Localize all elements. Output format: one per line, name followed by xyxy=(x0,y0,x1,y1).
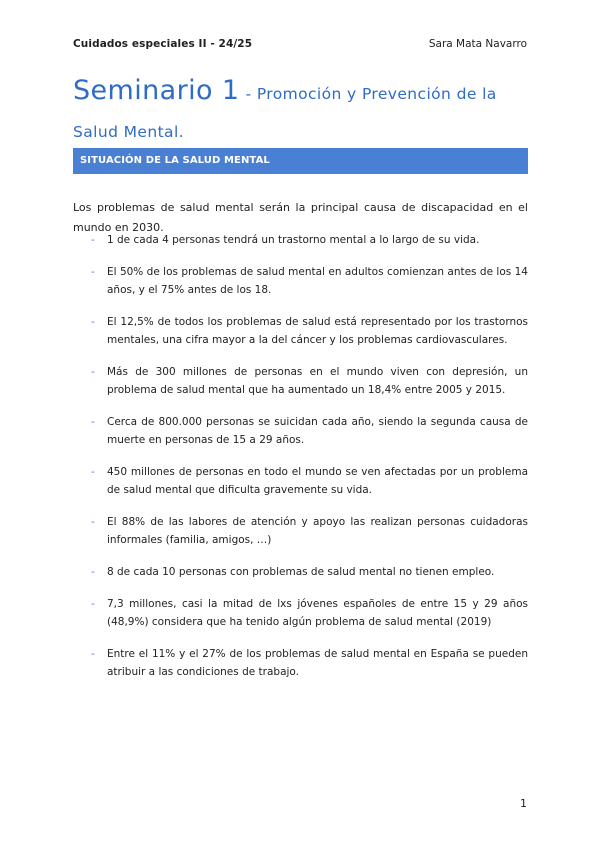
list-item xyxy=(73,263,528,299)
bullet-dash: - xyxy=(91,316,95,328)
title-main: Seminario 1 xyxy=(73,75,240,106)
course-name: Cuidados especiales II - 24/25 xyxy=(73,38,253,50)
page-number: 1 xyxy=(520,797,527,810)
bullet-dash: - xyxy=(91,466,95,478)
list-item-text: 450 millones de personas en todo el mundo se ven afectadas por un problema de salud mental que dificulta gravemente su vida. xyxy=(107,466,528,496)
list-item-text: 1 de cada 4 personas tendrá un trastorno mental a lo largo de su vida. xyxy=(107,234,480,246)
list-item-text: 8 de cada 10 personas con problemas de salud mental no tienen empleo. xyxy=(107,566,495,578)
bullet-dash: - xyxy=(91,516,95,528)
section-heading: SITUACIÓN DE LA SALUD MENTAL xyxy=(73,148,528,174)
bullet-dash: - xyxy=(91,366,95,378)
bullet-dash: - xyxy=(91,234,95,246)
bullet-dash: - xyxy=(91,416,95,428)
list-item xyxy=(73,463,528,499)
list-item xyxy=(73,513,528,549)
statistics-list xyxy=(73,231,528,695)
page-header xyxy=(73,38,527,52)
author-name: Sara Mata Navarro xyxy=(428,38,527,50)
list-item-text: El 12,5% de todos los problemas de salud está representado por los trastornos mentales, una cifra mayor a la del cáncer y los problemas cardiovasculares. xyxy=(107,316,528,346)
list-item xyxy=(73,563,528,581)
bullet-dash: - xyxy=(91,648,95,660)
list-item-text: El 50% de los problemas de salud mental en adultos comienzan antes de los 14 años, y el 75% antes de los 18. xyxy=(107,266,528,296)
document-title xyxy=(73,72,527,151)
list-item-text: Cerca de 800.000 personas se suicidan cada año, siendo la segunda causa de muerte en personas de 15 a 29 años. xyxy=(107,416,528,446)
list-item-text: El 88% de las labores de atención y apoyo las realizan personas cuidadoras informales (familia, amigos, …) xyxy=(107,516,528,546)
list-item xyxy=(73,413,528,449)
bullet-dash: - xyxy=(91,598,95,610)
list-item xyxy=(73,231,528,249)
intro-paragraph: Los problemas de salud mental serán la principal causa de discapacidad en el mundo en 2030. xyxy=(73,201,528,234)
list-item-text: Más de 300 millones de personas en el mundo viven con depresión, un problema de salud mental que ha aumentado un 18,4% entre 2005 y 2015. xyxy=(107,366,528,396)
list-item xyxy=(73,645,528,681)
list-item xyxy=(73,313,528,349)
title-subtitle: - Promoción y Prevención de la Salud Mental. xyxy=(73,85,497,141)
list-item xyxy=(73,595,528,631)
list-item xyxy=(73,363,528,399)
bullet-dash: - xyxy=(91,266,95,278)
list-item-text: Entre el 11% y el 27% de los problemas de salud mental en España se pueden atribuir a las condiciones de trabajo. xyxy=(107,648,528,678)
bullet-dash: - xyxy=(91,566,95,578)
list-item-text: 7,3 millones, casi la mitad de lxs jóvenes españoles de entre 15 y 29 años (48,9%) considera que ha tenido algún problema de salud mental (2019) xyxy=(107,598,528,628)
